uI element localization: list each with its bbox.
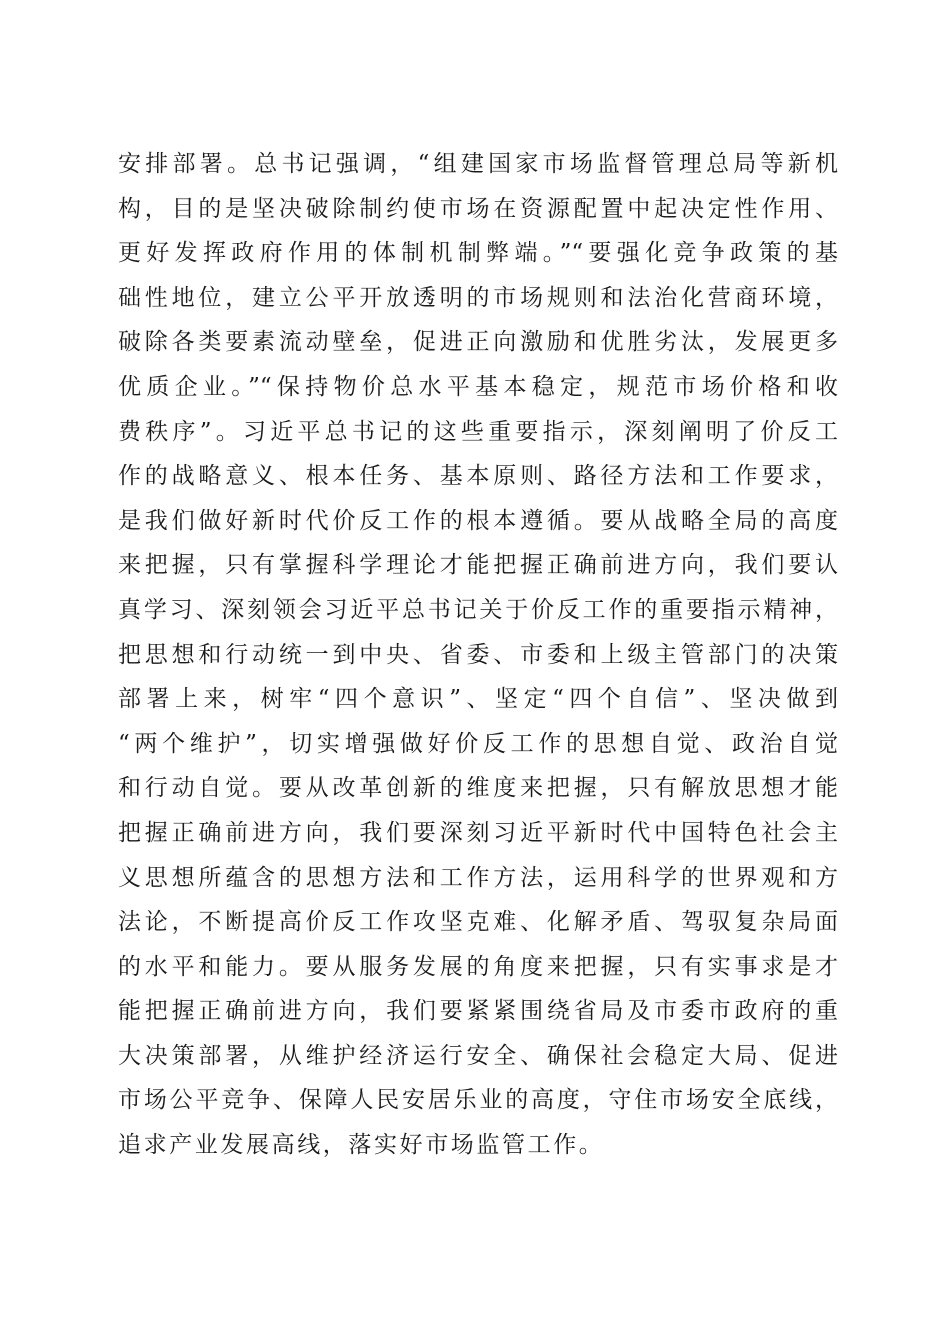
text-line: 和行动自觉。要从改革创新的维度来把握，只有解放思想才能	[118, 775, 838, 802]
text-line: 义思想所蕴含的思想方法和工作方法，运用科学的世界观和方	[118, 864, 838, 891]
text-line: “两个维护”，切实增强做好价反工作的思想自觉、政治自觉	[118, 730, 838, 757]
body-paragraph	[118, 142, 838, 1168]
text-line: 是我们做好新时代价反工作的根本遵循。要从战略全局的高度	[118, 507, 838, 534]
text-line: 的水平和能力。要从服务发展的角度来把握，只有实事求是才	[118, 953, 838, 980]
text-line: 破除各类要素流动壁垒，促进正向激励和优胜劣汰，发展更多	[118, 329, 838, 356]
text-line: 作的战略意义、根本任务、基本原则、路径方法和工作要求，	[118, 463, 838, 490]
text-line: 费秩序”。习近平总书记的这些重要指示，深刻阐明了价反工	[118, 418, 838, 445]
text-line: 真学习、深刻领会习近平总书记关于价反工作的重要指示精神，	[118, 596, 838, 623]
text-line: 把握正确前进方向，我们要深刻习近平新时代中国特色社会主	[118, 819, 838, 846]
text-line: 更好发挥政府作用的体制机制弊端。”“要强化竞争政策的基	[118, 240, 838, 267]
text-line: 法论，不断提高价反工作攻坚克难、化解矛盾、驾驭复杂局面	[118, 909, 838, 936]
text-line: 优质企业。”“保持物价总水平基本稳定，规范市场价格和收	[118, 373, 838, 400]
text-line: 础性地位，建立公平开放透明的市场规则和法治化营商环境，	[118, 284, 838, 311]
text-line: 市场公平竞争、保障人民安居乐业的高度，守住市场安全底线，	[118, 1087, 838, 1114]
text-line: 安排部署。总书记强调，“组建国家市场监督管理总局等新机	[118, 151, 838, 177]
text-line: 能把握正确前进方向，我们要紧紧围绕省局及市委市政府的重	[118, 998, 838, 1025]
text-line: 来把握，只有掌握科学理论才能把握正确前进方向，我们要认	[118, 552, 838, 579]
text-line: 部署上来，树牢“四个意识”、坚定“四个自信”、坚决做到	[118, 686, 838, 713]
text-line: 把思想和行动统一到中央、省委、市委和上级主管部门的决策	[118, 641, 838, 668]
text-line: 大决策部署，从维护经济运行安全、确保社会稳定大局、促进	[118, 1042, 838, 1069]
text-line: 构，目的是坚决破除制约使市场在资源配置中起决定性作用、	[118, 195, 838, 222]
text-line-last: 追求产业发展高线，落实好市场监管工作。	[118, 1132, 605, 1159]
